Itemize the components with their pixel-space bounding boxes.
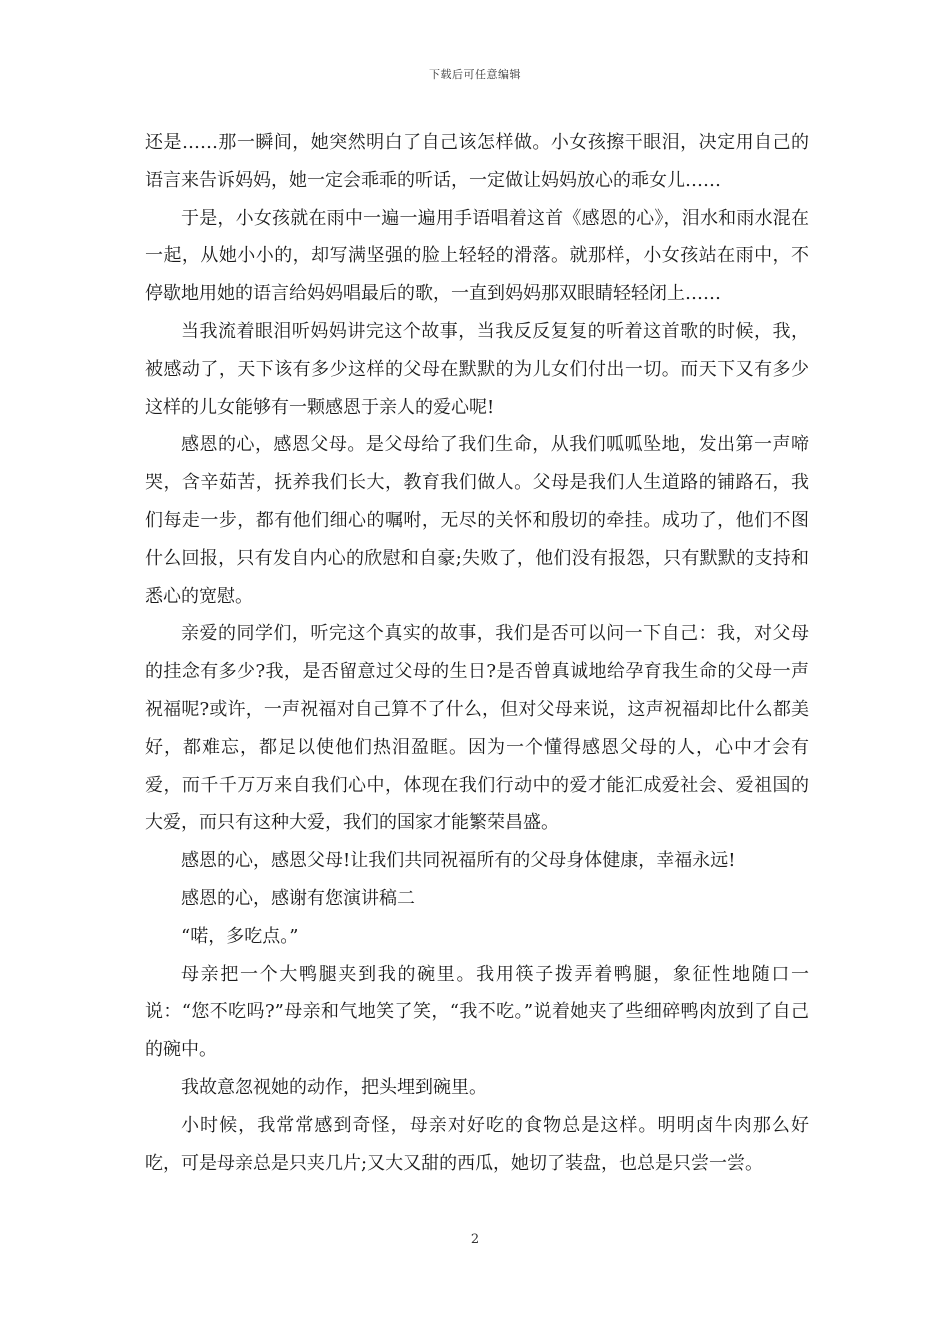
paragraph-continued: 还是……那一瞬间，她突然明白了自己该怎样做。小女孩擦干眼泪，决定用自己的语言来告诉妈妈，她一定会乖乖的听话，一定做让妈妈放心的乖女儿…… (145, 132, 809, 191)
paragraph: 我故意忽视她的动作，把头埋到碗里。 (181, 1076, 487, 1098)
paragraph: 于是，小女孩就在雨中一遍一遍用手语唱着这首《感恩的心》，泪水和雨水混在一起，从她小小的，却写满坚强的脸上轻轻的滑落。就那样，小女孩站在雨中，不停歇地用她的语言给妈妈唱最后的歌，一直到妈妈那双眼睛轻轻闭上…… (145, 207, 809, 305)
paragraph: 母亲把一个大鸭腿夹到我的碗里。我用筷子拨弄着鸭腿，象征性地随口一说：“您不吃吗?”母亲和气地笑了笑，“我不吃。”说着她夹了些细碎鸭肉放到了自己的碗中。 (145, 963, 809, 1061)
page-header: 下载后可任意编辑 (429, 68, 521, 81)
section-title: 感恩的心，感谢有您演讲稿二 (181, 887, 415, 909)
paragraph: 小时候，我常常感到奇怪，母亲对好吃的食物总是这样。明明卤牛肉那么好吃，可是母亲总是只夹几片;又大又甜的西瓜，她切了装盘，也总是只尝一尝。 (145, 1114, 809, 1174)
paragraph: 亲爱的同学们，听完这个真实的故事，我们是否可以问一下自己：我，对父母的挂念有多少?我，是否留意过父母的生日?是否曾真诚地给孕育我生命的父母一声祝福呢?或许，一声祝福对自己算不了什么，但对父母来说，这声祝福却比什么都美好，都难忘，都足以使他们热泪盈眶。因为一个懂得感恩父母的人，心中才会有爱，而千千万万来自我们心中，体现在我们行动中的爱才能汇成爱社会、爱祖国的大爱，而只有这种大爱，我们的国家才能繁荣昌盛。 (145, 623, 809, 834)
paragraph: 感恩的心，感恩父母!让我们共同祝福所有的父母身体健康，幸福永远! (181, 850, 736, 872)
paragraph: “喏，多吃点。” (181, 925, 299, 947)
paragraph: 当我流着眼泪听妈妈讲完这个故事，当我反反复复的听着这首歌的时候，我，被感动了，天下该有多少这样的父母在默默的为儿女们付出一切。而天下又有多少这样的儿女能够有一颗感恩于亲人的爱心呢! (145, 320, 809, 418)
document-body (145, 124, 809, 1182)
paragraph: 感恩的心，感恩父母。是父母给了我们生命，从我们呱呱坠地，发出第一声啼哭，含辛茹苦，抚养我们长大，教育我们做人。父母是我们人生道路的铺路石，我们每走一步，都有他们细心的嘱咐，无尽的关怀和殷切的牵挂。成功了，他们不图什么回报，只有发自内心的欣慰和自豪;失败了，他们没有报怨，只有默默的支持和悉心的宽慰。 (145, 434, 809, 607)
page-number: 2 (470, 1232, 480, 1247)
